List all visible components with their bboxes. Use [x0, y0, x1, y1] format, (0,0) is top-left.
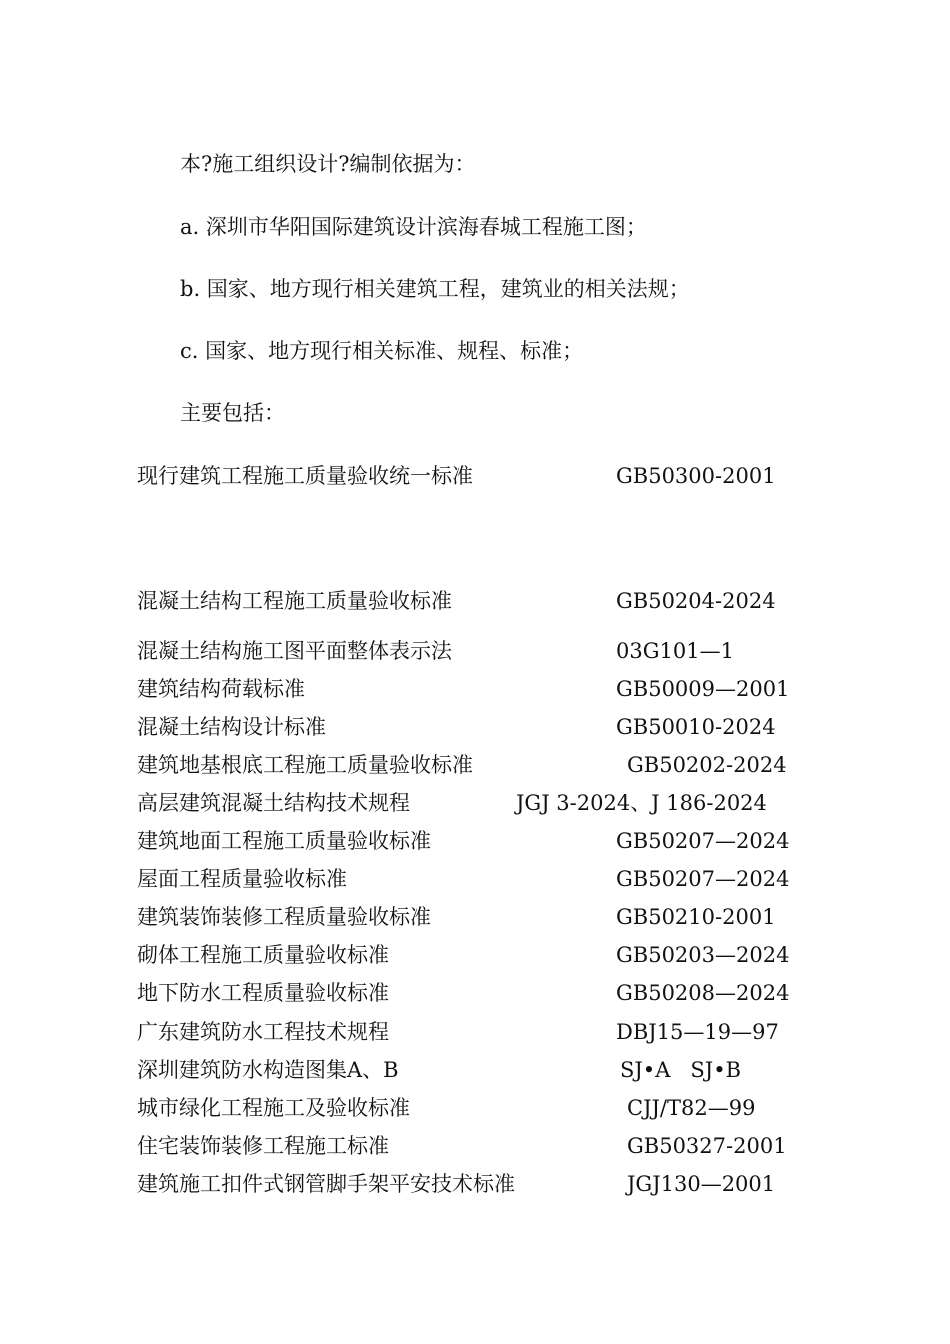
standard-name: 建筑装饰装修工程质量验收标准: [137, 905, 431, 929]
basis-item-a: a. 深圳市华阳国际建筑设计滨海春城工程施工图；: [180, 215, 647, 239]
standard-code: 03G101—1: [616, 639, 734, 663]
standard-code: GB50010-2024: [616, 715, 776, 739]
standard-code: GB50327-2001: [627, 1134, 787, 1158]
standard-name: 建筑地面工程施工质量验收标准: [137, 829, 431, 853]
standard-name: 深圳建筑防水构造图集A、B: [137, 1058, 399, 1082]
standard-code: GB50210-2001: [616, 905, 776, 929]
standard-code: GB50207—2024: [616, 829, 790, 853]
standard-code: GB50204-2024: [616, 589, 776, 613]
intro-lead: 本?施工组织设计?编制依据为：: [180, 152, 476, 176]
standard-code: SJ•A SJ•B: [620, 1058, 742, 1082]
basis-item-c: c. 国家、地方现行相关标准、规程、标准；: [180, 339, 584, 363]
standard-code: GB50208—2024: [616, 981, 790, 1005]
standard-code: GB50300-2001: [616, 464, 776, 488]
standard-code: GB50207—2024: [616, 867, 790, 891]
standard-code: CJJ/T82—99: [627, 1096, 756, 1120]
standard-name: 混凝土结构设计标准: [137, 715, 326, 739]
standard-name: 地下防水工程质量验收标准: [137, 981, 389, 1005]
standard-code: JGJ 3-2024、J 186-2024: [516, 791, 767, 815]
standard-name: 混凝土结构施工图平面整体表示法: [137, 639, 452, 663]
basis-item-b: b. 国家、地方现行相关建筑工程，建筑业的相关法规；: [180, 277, 690, 301]
standard-name: 现行建筑工程施工质量验收统一标准: [137, 464, 473, 488]
standard-name: 屋面工程质量验收标准: [137, 867, 347, 891]
standard-name: 混凝土结构工程施工质量验收标准: [137, 589, 452, 613]
standard-name: 建筑施工扣件式钢管脚手架平安技术标准: [137, 1172, 515, 1196]
standard-code: JGJ130—2001: [627, 1172, 776, 1196]
standard-name: 广东建筑防水工程技术规程: [137, 1020, 389, 1044]
standard-code: GB50203—2024: [616, 943, 790, 967]
standard-name: 城市绿化工程施工及验收标准: [137, 1096, 410, 1120]
standard-name: 砌体工程施工质量验收标准: [137, 943, 389, 967]
standard-name: 高层建筑混凝土结构技术规程: [137, 791, 410, 815]
standard-code: GB50202-2024: [627, 753, 787, 777]
standard-code: DBJ15—19—97: [616, 1020, 779, 1044]
standard-name: 建筑地基根底工程施工质量验收标准: [137, 753, 473, 777]
standard-name: 住宅装饰装修工程施工标准: [137, 1134, 389, 1158]
standard-name: 建筑结构荷载标准: [137, 677, 305, 701]
standard-code: GB50009—2001: [616, 677, 790, 701]
main-includes-label: 主要包括：: [180, 401, 285, 425]
